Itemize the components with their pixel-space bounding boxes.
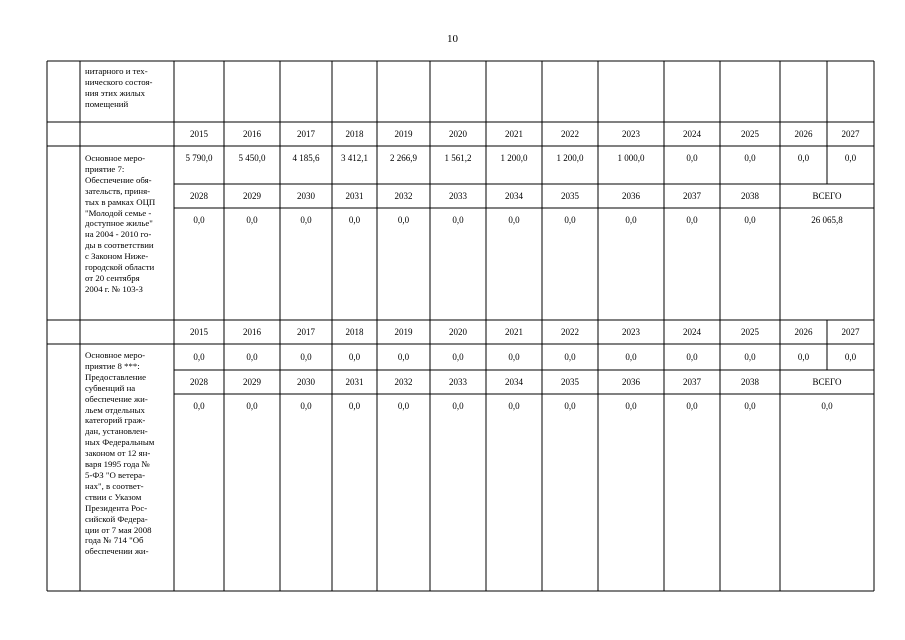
year-cell: 2032: [394, 191, 413, 201]
value-cell: 0,0: [625, 401, 637, 411]
continued-description: нитарного и тех- нического состоя- ния этих жилых помещений: [85, 66, 153, 109]
value-cell: 0,0: [625, 215, 637, 225]
total-value-cell: 0,0: [821, 401, 833, 411]
value-cell: 1 000,0: [617, 153, 645, 163]
year-cell: 2030: [297, 191, 315, 201]
year-cell: 2035: [561, 377, 579, 387]
value-cell: 1 200,0: [556, 153, 584, 163]
year-cell: 2024: [683, 129, 701, 139]
year-cell: 2029: [243, 191, 261, 201]
year-cell: 2032: [394, 377, 413, 387]
year-cell: 2021: [505, 129, 523, 139]
year-cell: 2038: [741, 191, 759, 201]
value-cell: 0,0: [193, 215, 205, 225]
year-cell: 2033: [449, 377, 467, 387]
year-cell: 2034: [505, 377, 523, 387]
value-cell: 0,0: [686, 153, 698, 163]
total-value-cell: 26 065,8: [811, 215, 843, 225]
value-cell: 0,0: [193, 401, 205, 411]
value-cell: 0,0: [744, 352, 756, 362]
value-cell: 0,0: [300, 401, 312, 411]
year-cell: 2018: [345, 129, 364, 139]
year-cell: 2016: [243, 327, 261, 337]
value-cell: 0,0: [564, 215, 576, 225]
value-cell: 0,0: [797, 352, 810, 362]
value-cell: 2 266,9: [390, 153, 417, 163]
year-cell: 2015: [190, 327, 208, 337]
year-cell: 2022: [561, 327, 579, 337]
value-cell: 0,0: [452, 215, 464, 225]
value-cell: 5 790,0: [185, 153, 213, 163]
year-cell: 2020: [449, 327, 467, 337]
year-cell: 2020: [449, 129, 467, 139]
year-cell: 2028: [190, 191, 208, 201]
value-cell: 0,0: [452, 401, 464, 411]
value-cell: 0,0: [348, 401, 361, 411]
total-header-cell: ВСЕГО: [812, 377, 842, 387]
year-cell: 2027: [841, 327, 860, 337]
value-cell: 0,0: [348, 352, 361, 362]
value-cell: 0,0: [744, 215, 756, 225]
value-cell: 0,0: [508, 401, 520, 411]
year-cell: 2037: [683, 377, 701, 387]
year-cell: 2018: [345, 327, 364, 337]
year-cell: 2036: [622, 377, 640, 387]
year-cell: 2036: [622, 191, 640, 201]
year-cell: 2024: [683, 327, 701, 337]
year-cell: 2026: [794, 327, 813, 337]
value-cell: 0,0: [844, 352, 857, 362]
year-cell: 2021: [505, 327, 523, 337]
value-cell: 0,0: [564, 401, 576, 411]
year-cell: 2023: [622, 327, 640, 337]
year-cell: 2035: [561, 191, 579, 201]
year-cell: 2015: [190, 129, 208, 139]
value-cell: 0,0: [348, 215, 361, 225]
year-cell: 2027: [841, 129, 860, 139]
value-cell: 0,0: [744, 401, 756, 411]
measure-7-description: Основное меро- приятие 7: Обеспечение обя- зательств, приня- тых в рамках ОЦП "Молодой семье - доступное жилье" на 2004 - 2010 го- ды в соответствии с Законом Ниже- городской области от 20 сентября 2004 г. № 103-З: [85, 153, 156, 294]
year-cell: 2019: [394, 129, 413, 139]
value-cell: 5 450,0: [238, 153, 266, 163]
value-cell: 0,0: [844, 153, 857, 163]
year-cell: 2030: [297, 377, 315, 387]
year-cell: 2023: [622, 129, 640, 139]
page-number: 10: [447, 33, 458, 45]
value-cell: 0,0: [508, 215, 520, 225]
year-cell: 2025: [741, 327, 759, 337]
year-cell: 2031: [345, 191, 364, 201]
value-cell: 0,0: [300, 352, 312, 362]
year-cell: 2017: [297, 129, 315, 139]
value-cell: 4 185,6: [292, 153, 320, 163]
year-cell: 2022: [561, 129, 579, 139]
value-cell: 0,0: [564, 352, 576, 362]
year-cell: 2037: [683, 191, 701, 201]
value-cell: 0,0: [508, 352, 520, 362]
year-cell: 2033: [449, 191, 467, 201]
year-cell: 2034: [505, 191, 523, 201]
year-cell: 2031: [345, 377, 364, 387]
value-cell: 3 412,1: [341, 153, 368, 163]
year-cell: 2016: [243, 129, 261, 139]
year-cell: 2025: [741, 129, 759, 139]
value-cell: 0,0: [686, 352, 698, 362]
value-cell: 0,0: [397, 401, 410, 411]
value-cell: 0,0: [397, 215, 410, 225]
year-cell: 2038: [741, 377, 759, 387]
value-cell: 0,0: [744, 153, 756, 163]
value-cell: 1 200,0: [500, 153, 528, 163]
value-cell: 0,0: [686, 401, 698, 411]
year-cell: 2019: [394, 327, 413, 337]
value-cell: 0,0: [452, 352, 464, 362]
year-cell: 2029: [243, 377, 261, 387]
total-header-cell: ВСЕГО: [812, 191, 842, 201]
value-cell: 0,0: [246, 352, 258, 362]
value-cell: 0,0: [625, 352, 637, 362]
year-cell: 2028: [190, 377, 208, 387]
year-cell: 2017: [297, 327, 315, 337]
value-cell: 0,0: [193, 352, 205, 362]
value-cell: 0,0: [686, 215, 698, 225]
value-cell: 0,0: [300, 215, 312, 225]
value-cell: 1 561,2: [444, 153, 472, 163]
value-cell: 0,0: [797, 153, 810, 163]
year-cell: 2026: [794, 129, 813, 139]
measure-8-description: Основное меро- приятие 8 ***: Предоставление субвенций на обеспечение жи- льем отдельных категорий граж- дан, установлен- ных Федеральным законом от 12 ян- варя 1995 года № 5-ФЗ "О ветера- нах", в соответ- ствии с Указом Президента Рос- сийской Федера- ции от 7 мая 2008 года № 714 "Об обеспечении жи-: [85, 350, 155, 557]
value-cell: 0,0: [246, 401, 258, 411]
value-cell: 0,0: [246, 215, 258, 225]
value-cell: 0,0: [397, 352, 410, 362]
